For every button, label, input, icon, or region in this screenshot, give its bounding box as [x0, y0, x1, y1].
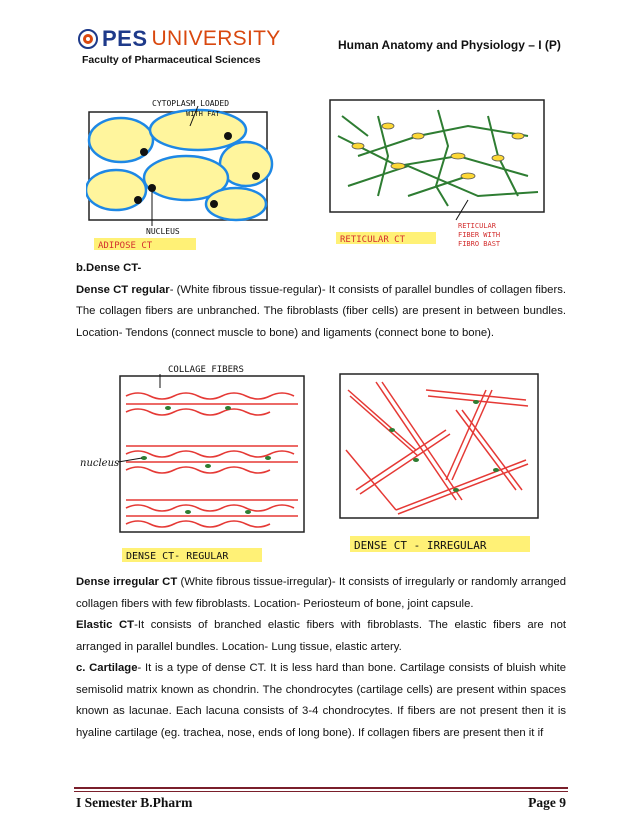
- dense-irregular-text: (White fibrous tissue-irregular)- It consists of irregularly or randomly arranged collagen fibers with few fibroblasts. Location- Periosteum of bone, joint capsule.: [76, 576, 566, 610]
- footer-page-number: Page 9: [528, 795, 566, 810]
- dense-ct-heading: b.Dense CT-: [76, 262, 142, 274]
- dense-irregular-paragraph: [76, 572, 566, 615]
- adipose-label-fat: WITH FAT: [186, 110, 220, 118]
- footer-semester: I Semester B.Pharm: [76, 795, 193, 810]
- dense-regular-term: Dense CT regular: [76, 283, 170, 296]
- university-logo: [78, 26, 281, 52]
- dense-regular-paragraph: [76, 280, 566, 345]
- reticular-note-1: RETICULAR: [458, 222, 496, 230]
- cartilage-term: c. Cartilage: [76, 662, 138, 674]
- logo-pes-text: PES: [102, 26, 148, 51]
- dense-regular-label-fibers: COLLAGE FIBERS: [168, 365, 244, 375]
- elastic-term: Elastic CT: [76, 619, 135, 631]
- dense-irregular-figure: [336, 370, 548, 560]
- adipose-label-cytoplasm: CYTOPLASM LOADED: [152, 99, 230, 108]
- dense-ct-section: [76, 258, 566, 344]
- course-title: Human Anatomy and Physiology – I (P): [338, 38, 561, 52]
- dense-regular-figure: [78, 362, 310, 568]
- dense-irregular-term: Dense irregular CT: [76, 576, 178, 588]
- dense-regular-caption: DENSE CT- REGULAR: [126, 551, 229, 562]
- lower-text-section: [76, 572, 566, 744]
- cartilage-paragraph: [76, 658, 566, 744]
- cartilage-text: - It is a type of dense CT. It is less hard than bone. Cartilage consists of bluish white semisolid matrix known as chondrin. The chondrocytes (cartilage cells) are present within spaces known as lacunae. Each lacuna consists of 3-4 chondrocytes. If fibers are not present then it is hyaline cartilage (eg. trachea, nose, ends of long bone). If collagen fibers are present then it if: [76, 662, 566, 739]
- elastic-text: -It consists of branched elastic fibers with fibroblasts. The elastic fibers are not arranged in parallel bundles. Location- Lung tissue, elastic artery.: [76, 619, 566, 653]
- logo-university-text: UNIVERSITY: [151, 27, 281, 50]
- adipose-caption: ADIPOSE CT: [98, 241, 153, 251]
- dense-regular-text: - (White fibrous tissue-regular)- It consists of parallel bundles of collagen fibers. The collagen fibers are unbranched. The fibroblasts (fiber cells) are present in between bundles. Location- Tendons (connect muscle to bone) and ligaments (connect bone to bone).: [76, 283, 567, 339]
- adipose-ct-figure: [86, 92, 286, 252]
- adipose-label-nucleus: NUCLEUS: [146, 227, 180, 236]
- reticular-ct-figure: [318, 96, 550, 252]
- reticular-caption: RETICULAR CT: [340, 235, 406, 245]
- reticular-note-2: FIBER WITH: [458, 231, 501, 239]
- reticular-note-3: FIBRO BAST: [458, 240, 501, 248]
- faculty-name: Faculty of Pharmaceutical Sciences: [82, 54, 261, 66]
- pes-emblem-icon: [78, 29, 98, 49]
- footer-rule: [74, 787, 568, 792]
- page-header: [0, 0, 638, 80]
- dense-regular-label-nucleus: nucleus: [80, 458, 120, 469]
- elastic-paragraph: [76, 615, 566, 658]
- dense-irregular-caption: DENSE CT - IRREGULAR: [354, 539, 487, 552]
